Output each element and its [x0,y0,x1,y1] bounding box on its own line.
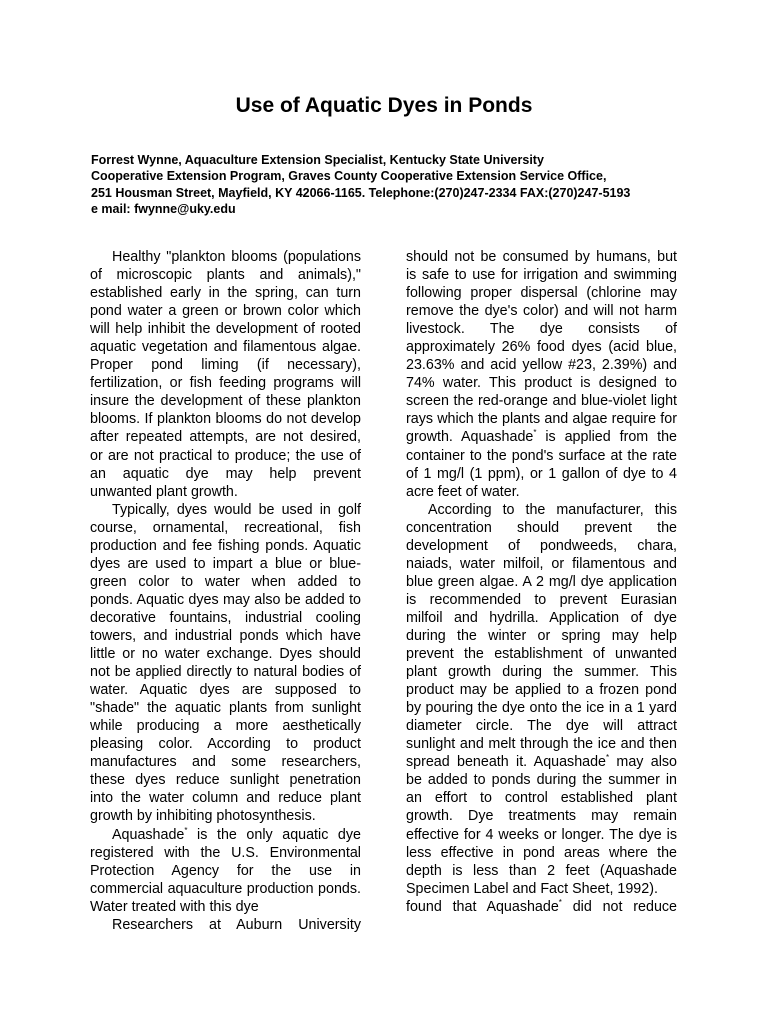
paragraph: Researchers at Auburn University [112,916,361,933]
right-column [406,248,677,916]
address-line: 251 Housman Street, Mayfield, KY 42066-1165. Telephone:(270)247-2334 FAX:(270)247-5193 [91,185,631,200]
email-line: e mail: fwynne@uky.edu [91,201,236,216]
footnote-mark: * [184,825,188,835]
paragraph: Healthy "plankton blooms (populations of microscopic plants and animals)," established early in the spring, can turn pond water a green or brown color which will help inhibit the development of rooted aquatic vegetation and filamentous algae. Proper pond liming (if necessary), fertilization, or fish feeding programs will insure the development of these plankton blooms. If plankton blooms do not develop after repeated attempts, are not desired, or are not practical to produce; the use of an aquatic dye may help prevent unwanted plant growth. [90,249,361,500]
author-block [91,152,711,217]
paragraph: Aquashade* is the only aquatic dye registered with the U.S. Environmental Protection Agency for the use in commercial aquaculture production ponds. Water treated with this dye [90,825,361,915]
paragraph: Typically, dyes would be used in golf course, ornamental, recreational, fish production and fee fishing ponds. Aquatic dyes are used to impart a blue or blue-green color to water when added to ponds. Aquatic dyes may also be added to decorative fountains, industrial cooling towers, and industrial ponds which have little or no water exchange. Dyes should not be applied directly to natural bodies of water. Aquatic dyes are supposed to "shade" the aquatic plants from sunlight while producing a more aesthetically pleasing color. According to product manufactures and some researchers, these dyes reduce sunlight penetration into the water column and reduce plant growth by inhibiting photosynthesis. [90,501,361,825]
document-title: Use of Aquatic Dyes in Ponds [235,94,533,117]
paragraph: According to the manufacturer, this concentration should prevent the development of pondweeds, chara, naiads, water milfoil, or filamentous and blue green algae. A 2 mg/l dye application is recommended to prevent Eurasian milfoil and hydrilla. Application of dye during the winter or spring may help prevent the establishment of unwanted plant growth during the summer. This product may be applied to a frozen pond by pouring the dye onto the ice in a 1 yard diameter circle. The dye will attract sunlight and melt through the ice and then spread beneath it. Aquashade* may also be added to ponds during the summer in an effort to control established plant growth. Dye treatments may remain effective for 4 weeks or longer. The dye is less effective in pond areas where the depth is less than 2 feet (Aquashade Specimen Label and Fact Sheet, 1992). [406,501,677,897]
footnote-mark: * [606,753,610,763]
paragraph: should not be consumed by humans, but is safe to use for irrigation and swimming following proper dispersal (chlorine may remove the dye's color) and will not harm livestock. The dye consists of approximately 26% food dyes (acid blue, 23.63% and acid yellow #23, 2.39%) and 74% water. This product is designed to screen the red-orange and blue-violet light rays which the plants and algae require for growth. Aquashade* is applied from the container to the pond's surface at the rate of 1 mg/l (1 ppm), or 1 gallon of dye to 4 acre feet of water. [406,249,677,500]
paragraph: found that Aquashade* did not reduce [406,897,677,915]
footnote-mark: * [558,897,562,907]
left-column [90,248,361,934]
author-line: Forrest Wynne, Aquaculture Extension Specialist, Kentucky State University [91,153,544,167]
product-name: Aquashade [112,826,185,843]
footnote-mark: * [533,428,537,438]
affiliation-line: Cooperative Extension Program, Graves County Cooperative Extension Service Office, [91,169,607,184]
